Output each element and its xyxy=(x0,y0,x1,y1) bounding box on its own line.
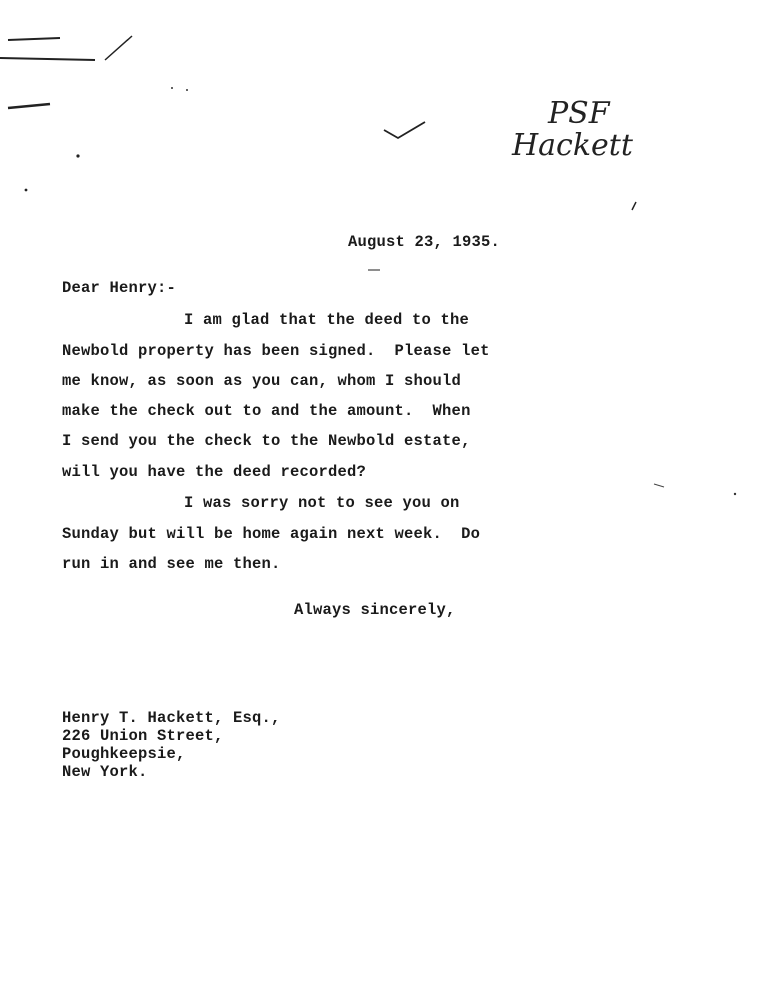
paragraph-line: Newbold property has been signed. Please let xyxy=(62,342,490,360)
check-mark-icon xyxy=(384,122,425,138)
closing: Always sincerely, xyxy=(294,601,456,619)
handwritten-annotation-line2: Hackett xyxy=(512,128,633,163)
paragraph-line: run in and see me then. xyxy=(62,555,281,573)
letter-date: August 23, 1935. xyxy=(348,233,501,251)
handwritten-annotation-line1: PSF xyxy=(548,96,610,131)
salutation: Dear Henry:- xyxy=(62,279,177,297)
paragraph-line: make the check out to and the amount. When xyxy=(62,402,471,420)
paragraph-line: I send you the check to the Newbold estate, xyxy=(62,432,471,450)
paragraph-line: me know, as soon as you can, whom I should xyxy=(62,372,462,390)
address-line: 226 Union Street, xyxy=(62,727,224,745)
address-line: New York. xyxy=(62,763,148,781)
address-line: Poughkeepsie, xyxy=(62,745,186,763)
address-line: Henry T. Hackett, Esq., xyxy=(62,709,281,727)
paragraph-line: Sunday but will be home again next week. Do xyxy=(62,525,481,543)
paragraph-line: will you have the deed recorded? xyxy=(62,463,367,481)
paragraph-line: I am glad that the deed to the xyxy=(184,311,470,329)
paragraph-line: I was sorry not to see you on xyxy=(184,494,460,512)
